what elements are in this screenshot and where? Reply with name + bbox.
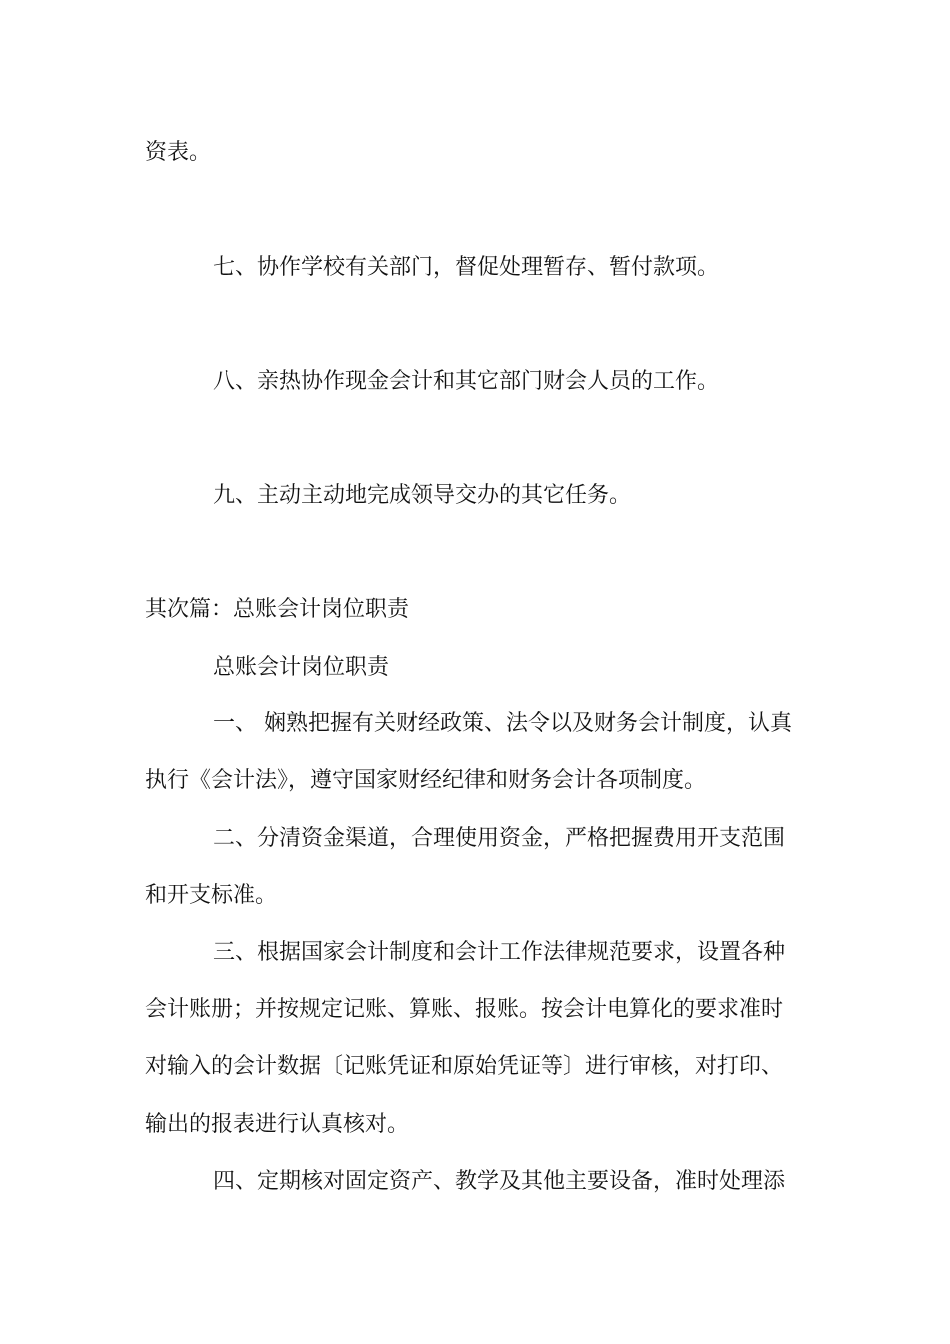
text-line: 和开支标准。 xyxy=(145,883,278,908)
text-line: 九、主动主动地完成领导交办的其它任务。 xyxy=(213,483,632,508)
section-heading: 其次篇：总账会计岗位职责 xyxy=(145,597,410,622)
text-line: 八、亲热协作现金会计和其它部门财会人员的工作。 xyxy=(213,369,720,394)
text-line: 四、定期核对固定资产、教学及其他主要设备，准时处理添 xyxy=(213,1169,786,1194)
text-line: 输出的报表进行认真核对。 xyxy=(145,1112,410,1137)
text-line: 二、分清资金渠道，合理使用资金，严格把握费用开支范围 xyxy=(213,826,786,851)
text-line: 执行《会计法》，遵守国家财经纪律和财务会计各项制度。 xyxy=(145,768,707,793)
text-line: 会计账册；并按规定记账、算账、报账。按会计电算化的要求准时 xyxy=(145,997,784,1022)
text-line: 七、协作学校有关部门，督促处理暂存、暂付款项。 xyxy=(213,255,720,280)
text-line: 资表。 xyxy=(145,140,212,165)
subsection-title: 总账会计岗位职责 xyxy=(213,655,390,680)
text-line: 一、 娴熟把握有关财经政策、法令以及财务会计制度，认真 xyxy=(213,711,792,736)
text-line: 三、根据国家会计制度和会计工作法律规范要求，设置各种 xyxy=(213,940,786,965)
text-line: 对输入的会计数据〔记账凭证和原始凭证等〕进行审核，对打印、 xyxy=(145,1054,784,1079)
